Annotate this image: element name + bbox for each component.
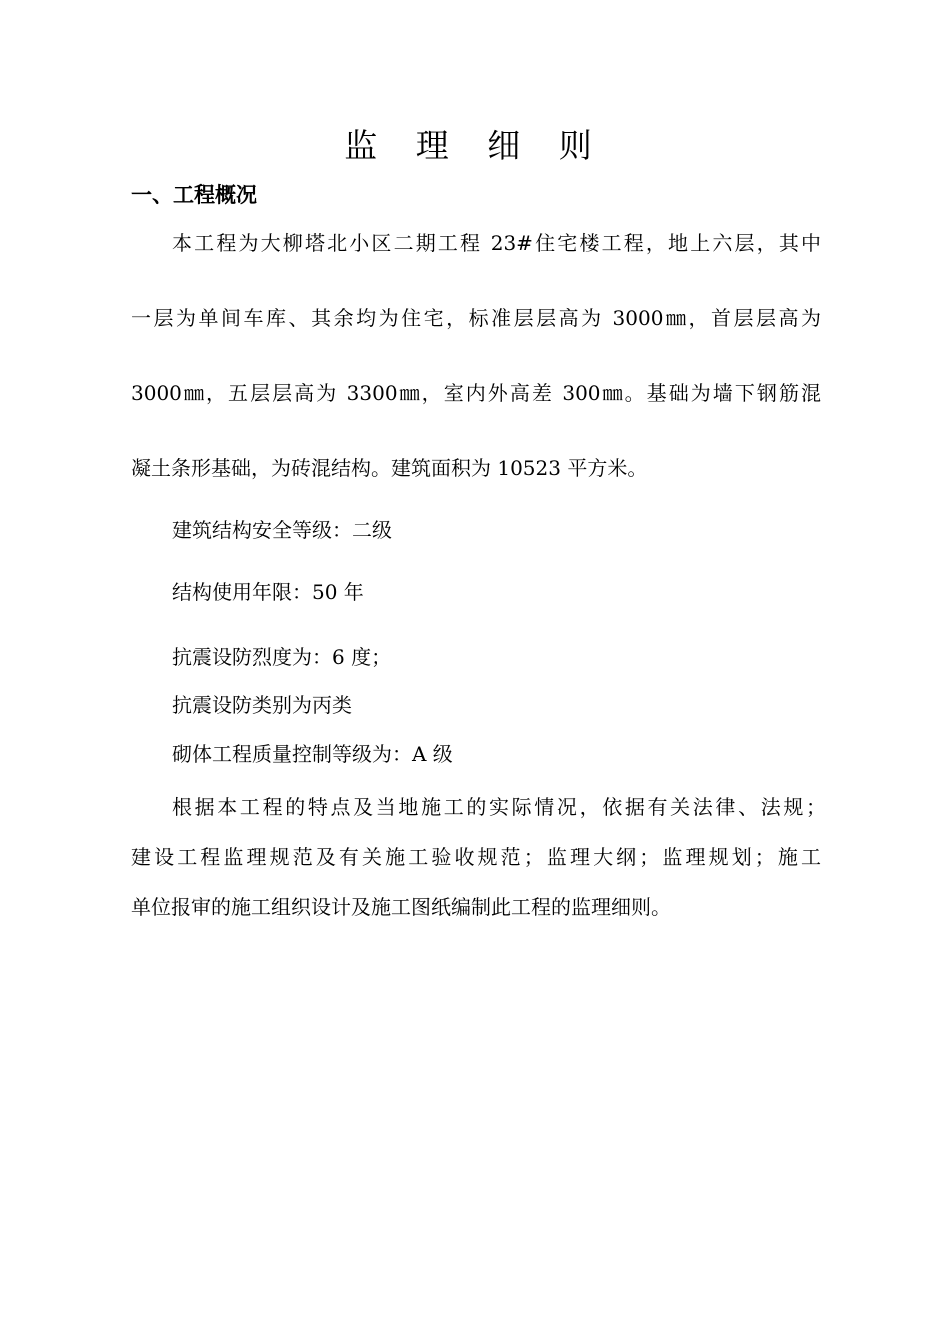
basis-line-1: 根据本工程的特点及当地施工的实际情况，依据有关法律、法规； <box>172 795 826 819</box>
overview-line-1: 本工程为大柳塔北小区二期工程 23#住宅楼工程，地上六层，其中 <box>172 231 821 255</box>
basis-line-3: 单位报审的施工组织设计及施工图纸编制此工程的监理细则。 <box>131 895 671 919</box>
spec-seismic-category: 抗震设防类别为丙类 <box>172 693 352 717</box>
spec-masonry-quality: 砌体工程质量控制等级为：A 级 <box>172 742 453 766</box>
basis-line-2: 建设工程监理规范及有关施工验收规范；监理大纲；监理规划；施工 <box>131 845 821 869</box>
spec-seismic-intensity: 抗震设防烈度为：6 度； <box>172 645 392 669</box>
overview-line-3: 3000㎜，五层层高为 3300㎜，室内外高差 300㎜。基础为墙下钢筋混 <box>131 381 821 405</box>
overview-line-4: 凝土条形基础，为砖混结构。建筑面积为 10523 平方米。 <box>131 456 648 480</box>
overview-line-2: 一层为单间车库、其余均为住宅，标准层层高为 3000㎜，首层层高为 <box>131 306 821 330</box>
section-heading: 一、工程概况 <box>131 183 257 207</box>
document-title: 监 理 细 则 <box>344 126 606 165</box>
spec-service-life: 结构使用年限：50 年 <box>172 580 364 604</box>
spec-safety-grade: 建筑结构安全等级：二级 <box>172 518 392 542</box>
